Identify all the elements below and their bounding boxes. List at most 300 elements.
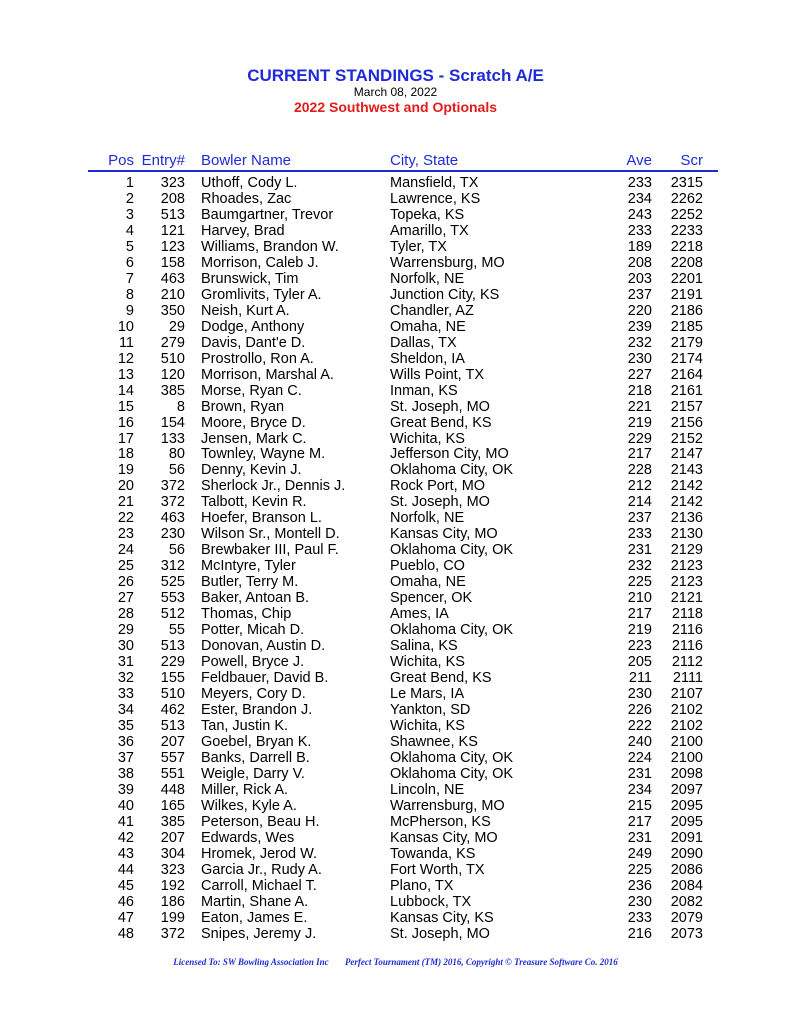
- row-scratch: 2121: [670, 590, 703, 607]
- row-city-state: Lubbock, TX: [390, 893, 472, 910]
- row-average: 227: [627, 366, 652, 383]
- row-average: 233: [627, 909, 652, 926]
- row-city-state: Norfolk, NE: [390, 270, 465, 287]
- row-average: 237: [627, 510, 652, 527]
- row-average: 217: [627, 813, 652, 830]
- row-pos: 48: [117, 925, 134, 942]
- row-average: 219: [627, 622, 652, 639]
- table-row: [0, 287, 791, 303]
- table-row: [0, 606, 791, 622]
- row-city-state: Chandler, AZ: [390, 302, 474, 319]
- row-bowler-name: Feldbauer, David B.: [201, 670, 329, 687]
- row-average: 230: [627, 893, 652, 910]
- row-entry: 229: [160, 654, 185, 671]
- row-bowler-name: Talbott, Kevin R.: [201, 494, 307, 511]
- row-pos: 14: [117, 382, 134, 399]
- table-row: [0, 303, 791, 319]
- row-pos: 26: [117, 574, 134, 591]
- row-pos: 41: [117, 813, 134, 830]
- row-average: 230: [627, 686, 652, 702]
- row-scratch: 2143: [670, 462, 703, 479]
- row-average: 243: [627, 206, 652, 223]
- row-city-state: Amarillo, TX: [390, 222, 469, 239]
- row-city-state: St. Joseph, MO: [390, 398, 490, 415]
- row-scratch: 2152: [670, 430, 703, 447]
- row-city-state: Lincoln, NE: [390, 781, 465, 798]
- row-pos: 23: [117, 526, 134, 543]
- row-entry: 512: [160, 606, 185, 623]
- row-bowler-name: Rhoades, Zac: [201, 190, 292, 207]
- row-scratch: 2090: [670, 845, 703, 862]
- header-divider: [88, 170, 718, 172]
- row-scratch: 2130: [670, 526, 703, 543]
- row-pos: 13: [117, 366, 134, 383]
- row-entry: 312: [160, 558, 185, 575]
- row-city-state: Lawrence, KS: [390, 190, 481, 207]
- column-header-pos: Pos: [108, 152, 134, 169]
- row-city-state: Oklahoma City, OK: [390, 765, 514, 782]
- row-city-state: Wills Point, TX: [390, 366, 485, 383]
- row-entry: 510: [160, 350, 185, 367]
- row-average: 220: [627, 302, 652, 319]
- row-entry: 553: [160, 590, 185, 607]
- row-average: 219: [627, 414, 652, 431]
- table-row: [0, 750, 791, 766]
- row-average: 221: [627, 398, 652, 415]
- table-row: [0, 798, 791, 814]
- row-city-state: Kansas City, MO: [390, 829, 498, 846]
- row-entry: 463: [160, 510, 185, 527]
- row-pos: 15: [117, 398, 134, 415]
- row-city-state: Wichita, KS: [390, 654, 465, 671]
- row-pos: 18: [117, 446, 134, 463]
- row-bowler-name: Gromlivits, Tyler A.: [201, 286, 322, 303]
- row-bowler-name: Morse, Ryan C.: [201, 382, 302, 399]
- row-scratch: 2156: [670, 414, 703, 431]
- row-entry: 385: [160, 382, 185, 399]
- row-pos: 34: [117, 701, 134, 718]
- table-row: [0, 478, 791, 494]
- row-city-state: Plano, TX: [390, 877, 454, 894]
- footer-copyright: Perfect Tournament (TM) 2016, Copyright © Treasure Software Co. 2016: [344, 957, 618, 967]
- table-row: [0, 686, 791, 702]
- row-bowler-name: Miller, Rick A.: [201, 781, 289, 798]
- row-bowler-name: Ester, Brandon J.: [201, 701, 313, 718]
- row-average: 240: [627, 733, 652, 750]
- table-row: [0, 718, 791, 734]
- row-entry: 121: [160, 222, 185, 239]
- row-city-state: Shawnee, KS: [390, 733, 478, 750]
- row-city-state: Oklahoma City, OK: [390, 542, 514, 559]
- row-bowler-name: Potter, Micah D.: [201, 622, 305, 639]
- row-scratch: 2102: [670, 717, 703, 734]
- table-row: [0, 894, 791, 910]
- standings-table: [0, 175, 791, 942]
- row-scratch: 2116: [671, 622, 703, 639]
- row-scratch: 2095: [670, 797, 703, 814]
- row-average: 212: [627, 478, 652, 495]
- table-row: [0, 878, 791, 894]
- table-row: [0, 910, 791, 926]
- row-pos: 17: [117, 430, 134, 447]
- table-row: [0, 191, 791, 207]
- row-bowler-name: Thomas, Chip: [201, 606, 292, 623]
- row-bowler-name: Moore, Bryce D.: [201, 414, 306, 431]
- row-average: 236: [627, 877, 652, 894]
- row-scratch: 2082: [670, 893, 703, 910]
- table-row: [0, 415, 791, 431]
- table-row: [0, 862, 791, 878]
- table-row: [0, 542, 791, 558]
- table-row: [0, 446, 791, 462]
- row-scratch: 2112: [671, 654, 703, 671]
- row-entry: 29: [168, 318, 185, 335]
- row-pos: 32: [117, 670, 134, 687]
- table-row: [0, 638, 791, 654]
- row-city-state: Junction City, KS: [390, 286, 500, 303]
- table-row: [0, 766, 791, 782]
- row-entry: 525: [160, 574, 185, 591]
- row-entry: 192: [160, 877, 185, 894]
- row-entry: 8: [176, 398, 185, 415]
- table-row: [0, 383, 791, 399]
- row-entry: 462: [160, 701, 185, 718]
- column-header-entry: Entry#: [141, 152, 185, 169]
- column-header-ave: Ave: [626, 152, 652, 169]
- row-city-state: Oklahoma City, OK: [390, 622, 514, 639]
- page-title: CURRENT STANDINGS - Scratch A/E: [247, 66, 544, 85]
- row-average: 215: [627, 797, 652, 814]
- row-entry: 372: [160, 494, 185, 511]
- row-pos: 20: [117, 478, 134, 495]
- row-average: 225: [627, 574, 652, 591]
- row-entry: 210: [160, 286, 185, 303]
- row-bowler-name: Wilkes, Kyle A.: [201, 797, 297, 814]
- row-scratch: 2095: [670, 813, 703, 830]
- row-entry: 350: [160, 302, 185, 319]
- row-pos: 43: [117, 845, 134, 862]
- table-row: [0, 590, 791, 606]
- table-row: [0, 734, 791, 750]
- row-city-state: Oklahoma City, OK: [390, 749, 514, 766]
- row-average: 214: [627, 494, 652, 511]
- row-average: 232: [627, 334, 652, 351]
- row-bowler-name: Hromek, Jerod W.: [201, 845, 318, 862]
- table-row: [0, 782, 791, 798]
- row-city-state: Towanda, KS: [390, 845, 476, 862]
- row-scratch: 2142: [670, 494, 703, 511]
- table-row: [0, 926, 791, 942]
- row-average: 234: [627, 190, 652, 207]
- row-average: 233: [627, 175, 652, 191]
- table-row: [0, 319, 791, 335]
- table-row: [0, 510, 791, 526]
- row-scratch: 2164: [670, 366, 703, 383]
- row-city-state: Mansfield, TX: [390, 175, 479, 191]
- row-pos: 47: [117, 909, 134, 926]
- row-scratch: 2315: [670, 175, 703, 191]
- row-bowler-name: Snipes, Jeremy J.: [201, 925, 317, 942]
- row-average: 189: [627, 238, 652, 255]
- row-pos: 19: [117, 462, 134, 479]
- row-average: 225: [627, 861, 652, 878]
- row-average: 217: [627, 446, 652, 463]
- table-row: [0, 670, 791, 686]
- row-bowler-name: Denny, Kevin J.: [201, 462, 302, 479]
- row-bowler-name: Williams, Brandon W.: [201, 238, 339, 255]
- row-city-state: Pueblo, CO: [390, 558, 465, 575]
- row-pos: 9: [125, 302, 134, 319]
- row-pos: 25: [117, 558, 134, 575]
- footer-license: Licensed To: SW Bowling Association Inc: [173, 957, 329, 967]
- row-city-state: Rock Port, MO: [390, 478, 486, 495]
- row-pos: 30: [117, 638, 134, 655]
- row-average: 203: [627, 270, 652, 287]
- row-bowler-name: Brewbaker III, Paul F.: [201, 542, 339, 559]
- row-scratch: 2262: [670, 190, 703, 207]
- row-entry: 207: [160, 733, 185, 750]
- row-scratch: 2252: [670, 206, 703, 223]
- row-bowler-name: Morrison, Marshal A.: [201, 366, 334, 383]
- row-average: 234: [627, 781, 652, 798]
- table-row: [0, 574, 791, 590]
- row-bowler-name: Morrison, Caleb J.: [201, 254, 319, 271]
- row-city-state: Topeka, KS: [390, 206, 465, 223]
- row-city-state: Warrensburg, MO: [390, 797, 505, 814]
- row-average: 239: [627, 318, 652, 335]
- row-city-state: Sheldon, IA: [390, 350, 465, 367]
- row-pos: 21: [117, 494, 134, 511]
- row-bowler-name: Wilson Sr., Montell D.: [201, 526, 340, 543]
- row-entry: 207: [160, 829, 185, 846]
- row-entry: 133: [160, 430, 185, 447]
- row-scratch: 2208: [670, 254, 703, 271]
- column-header-name: Bowler Name: [201, 152, 292, 169]
- row-pos: 37: [117, 749, 134, 766]
- row-city-state: Norfolk, NE: [390, 510, 465, 527]
- row-city-state: Tyler, TX: [390, 238, 447, 255]
- row-pos: 11: [118, 334, 134, 351]
- row-city-state: Wichita, KS: [390, 430, 465, 447]
- row-bowler-name: Eaton, James E.: [201, 909, 308, 926]
- row-average: 226: [627, 701, 652, 718]
- row-average: 231: [627, 765, 652, 782]
- row-scratch: 2098: [670, 765, 703, 782]
- row-entry: 199: [160, 909, 185, 926]
- row-scratch: 2091: [670, 829, 703, 846]
- row-bowler-name: Butler, Terry M.: [201, 574, 299, 591]
- row-average: 229: [627, 430, 652, 447]
- row-scratch: 2100: [670, 733, 703, 750]
- row-scratch: 2157: [670, 398, 703, 415]
- table-row: [0, 335, 791, 351]
- table-row: [0, 175, 791, 191]
- row-pos: 7: [125, 270, 134, 287]
- row-pos: 45: [117, 877, 134, 894]
- row-bowler-name: Donovan, Austin D.: [201, 638, 326, 655]
- row-entry: 123: [160, 238, 185, 255]
- row-city-state: Wichita, KS: [390, 717, 465, 734]
- row-city-state: Kansas City, MO: [390, 526, 498, 543]
- row-entry: 230: [160, 526, 185, 543]
- row-city-state: Fort Worth, TX: [390, 861, 485, 878]
- row-scratch: 2161: [670, 382, 703, 399]
- table-row: [0, 399, 791, 415]
- table-row: [0, 846, 791, 862]
- row-pos: 28: [117, 606, 134, 623]
- row-pos: 38: [117, 765, 134, 782]
- row-city-state: Ames, IA: [390, 606, 449, 623]
- row-city-state: Inman, KS: [390, 382, 458, 399]
- row-entry: 80: [168, 446, 185, 463]
- row-average: 233: [627, 222, 652, 239]
- row-city-state: Warrensburg, MO: [390, 254, 505, 271]
- row-bowler-name: Peterson, Beau H.: [201, 813, 320, 830]
- row-pos: 27: [117, 590, 134, 607]
- row-entry: 372: [160, 925, 185, 942]
- row-entry: 510: [160, 686, 185, 702]
- row-city-state: McPherson, KS: [390, 813, 491, 830]
- row-city-state: Le Mars, IA: [390, 686, 465, 702]
- row-pos: 35: [117, 717, 134, 734]
- row-scratch: 2097: [670, 781, 703, 798]
- row-scratch: 2107: [670, 686, 703, 702]
- row-scratch: 2100: [670, 749, 703, 766]
- row-average: 249: [627, 845, 652, 862]
- row-scratch: 2116: [671, 638, 703, 655]
- row-bowler-name: Hoefer, Branson L.: [201, 510, 322, 527]
- row-bowler-name: Harvey, Brad: [201, 222, 285, 239]
- row-entry: 372: [160, 478, 185, 495]
- row-average: 218: [627, 382, 652, 399]
- row-scratch: 2142: [670, 478, 703, 495]
- row-entry: 551: [160, 765, 185, 782]
- row-scratch: 2174: [670, 350, 703, 367]
- row-bowler-name: Tan, Justin K.: [201, 717, 289, 734]
- row-average: 222: [627, 717, 652, 734]
- row-scratch: 2185: [670, 318, 703, 335]
- table-row: [0, 271, 791, 287]
- row-entry: 165: [160, 797, 185, 814]
- row-city-state: Salina, KS: [390, 638, 458, 655]
- row-bowler-name: Baker, Antoan B.: [201, 590, 310, 607]
- row-scratch: 2179: [670, 334, 703, 351]
- row-average: 217: [627, 606, 652, 623]
- row-scratch: 2086: [670, 861, 703, 878]
- row-pos: 36: [117, 733, 134, 750]
- row-average: 231: [627, 542, 652, 559]
- row-average: 210: [627, 590, 652, 607]
- row-city-state: Spencer, OK: [390, 590, 473, 607]
- event-subtitle: 2022 Southwest and Optionals: [293, 99, 498, 115]
- row-scratch: 2073: [670, 925, 703, 942]
- row-entry: 448: [160, 781, 185, 798]
- row-pos: 39: [117, 781, 134, 798]
- table-row: [0, 830, 791, 846]
- row-city-state: Omaha, NE: [390, 574, 466, 591]
- row-average: 224: [627, 749, 652, 766]
- row-bowler-name: Brunswick, Tim: [201, 270, 299, 287]
- row-bowler-name: Weigle, Darry V.: [201, 765, 305, 782]
- table-row: [0, 558, 791, 574]
- row-pos: 10: [117, 318, 134, 335]
- row-pos: 3: [125, 206, 134, 223]
- row-entry: 154: [160, 414, 185, 431]
- row-entry: 120: [160, 366, 185, 383]
- row-bowler-name: Townley, Wayne M.: [201, 446, 326, 463]
- row-pos: 29: [117, 622, 134, 639]
- table-row: [0, 239, 791, 255]
- row-bowler-name: Goebel, Bryan K.: [201, 733, 312, 750]
- row-city-state: Jefferson City, MO: [390, 446, 509, 463]
- row-entry: 56: [168, 542, 185, 559]
- row-city-state: St. Joseph, MO: [390, 925, 490, 942]
- row-average: 231: [627, 829, 652, 846]
- report-date: March 08, 2022: [353, 85, 438, 99]
- table-row: [0, 223, 791, 239]
- row-scratch: 2136: [670, 510, 703, 527]
- row-average: 211: [628, 670, 652, 687]
- row-bowler-name: Davis, Dant'e D.: [201, 334, 306, 351]
- table-row: [0, 462, 791, 478]
- row-city-state: Great Bend, KS: [390, 670, 492, 687]
- row-pos: 2: [125, 190, 134, 207]
- row-pos: 46: [117, 893, 134, 910]
- row-entry: 158: [160, 254, 185, 271]
- row-bowler-name: Prostrollo, Ron A.: [201, 350, 314, 367]
- row-bowler-name: Garcia Jr., Rudy A.: [201, 861, 322, 878]
- row-bowler-name: Meyers, Cory D.: [201, 686, 306, 702]
- row-pos: 6: [125, 254, 134, 271]
- row-city-state: Yankton, SD: [390, 701, 471, 718]
- column-header-city: City, State: [390, 152, 459, 169]
- row-scratch: 2191: [670, 286, 703, 303]
- row-entry: 208: [160, 190, 185, 207]
- table-row: [0, 494, 791, 510]
- row-bowler-name: Brown, Ryan: [201, 398, 285, 415]
- table-row: [0, 431, 791, 447]
- row-pos: 44: [117, 861, 134, 878]
- row-scratch: 2123: [670, 574, 703, 591]
- row-entry: 55: [168, 622, 185, 639]
- row-entry: 557: [160, 749, 185, 766]
- row-pos: 12: [117, 350, 134, 367]
- row-scratch: 2123: [670, 558, 703, 575]
- row-entry: 304: [160, 845, 185, 862]
- row-pos: 22: [117, 510, 134, 527]
- row-city-state: Great Bend, KS: [390, 414, 492, 431]
- row-scratch: 2201: [670, 270, 703, 287]
- row-entry: 323: [160, 175, 185, 191]
- row-city-state: St. Joseph, MO: [390, 494, 490, 511]
- table-row: [0, 702, 791, 718]
- row-city-state: Dallas, TX: [390, 334, 457, 351]
- row-bowler-name: McIntyre, Tyler: [201, 558, 296, 575]
- row-entry: 186: [160, 893, 185, 910]
- row-scratch: 2218: [670, 238, 703, 255]
- row-bowler-name: Banks, Darrell B.: [201, 749, 310, 766]
- table-row: [0, 622, 791, 638]
- row-pos: 5: [125, 238, 134, 255]
- row-entry: 513: [160, 638, 185, 655]
- document-header: [0, 66, 791, 116]
- row-average: 232: [627, 558, 652, 575]
- row-entry: 279: [160, 334, 185, 351]
- row-entry: 385: [160, 813, 185, 830]
- row-average: 208: [627, 254, 652, 271]
- row-city-state: Omaha, NE: [390, 318, 466, 335]
- row-pos: 16: [117, 414, 134, 431]
